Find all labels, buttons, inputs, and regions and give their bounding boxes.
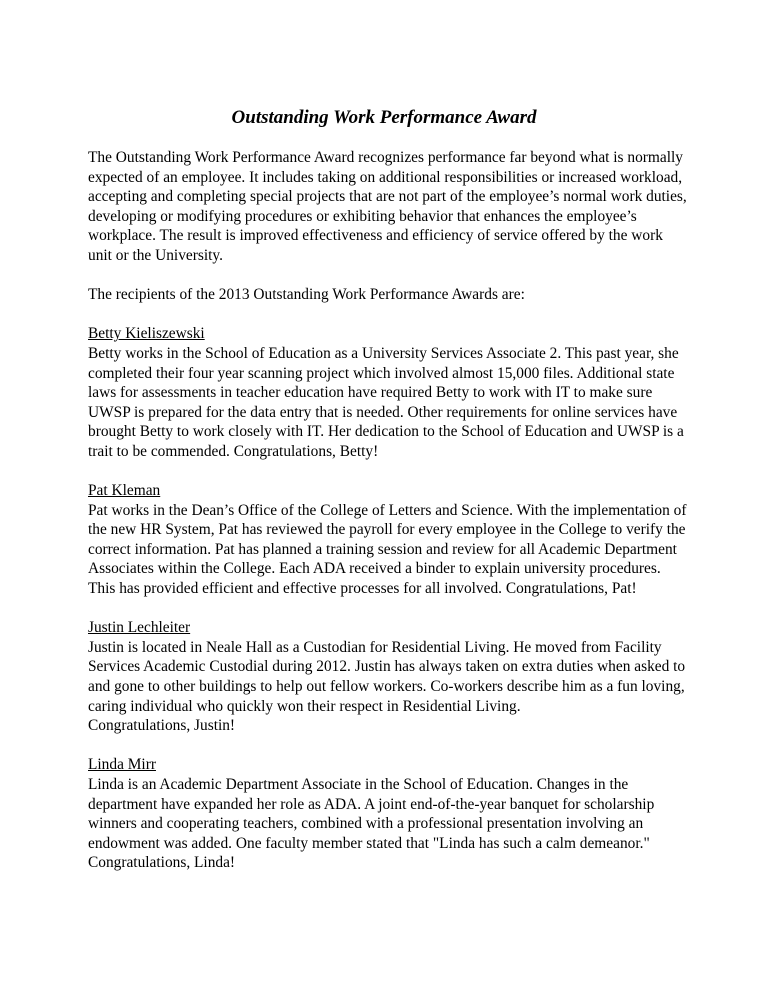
- recipient-description: Justin is located in Neale Hall as a Custodian for Residential Living. He moved from Facility Services Academic Custodial during 2012. Justin has always taken on extra duties when asked to and gone to other buildings to help out fellow workers. Co-workers describe him as a fun loving, caring individual who quickly won their respect in Residential Living.: [88, 638, 686, 715]
- recipient-closing: Congratulations, Justin!: [88, 717, 236, 735]
- recipient-entry: [88, 324, 688, 461]
- recipient-name: Justin Lechleiter: [88, 619, 191, 637]
- recipient-description: Pat works in the Dean’s Office of the College of Letters and Science. With the implementation of the new HR System, Pat has reviewed the payroll for every employee in the College to verify the correct information. Pat has planned a training session and review for all Academic Department Associates within the College. Each ADA received a binder to explain university procedures. This has provided efficient and effective processes for all involved. Congratulations, Pat!: [88, 501, 687, 598]
- recipient-entry: [88, 618, 688, 736]
- intro-paragraph: The Outstanding Work Performance Award recognizes performance far beyond what is normally expected of an employee. It includes taking on additional responsibilities or increased workload, accepting and completing special projects that are not part of the employee’s normal work duties, developing or modifying procedures or exhibiting behavior that enhances the employee’s workplace. The result is improved effectiveness and efficiency of service offered by the work unit or the University.: [88, 149, 687, 264]
- recipient-name: Linda Mirr: [88, 756, 156, 774]
- recipient-description: Betty works in the School of Education as a University Services Associate 2. This past year, she completed their four year scanning project which involved almost 15,000 files. Additional state laws for assessments in teacher education have required Betty to work with IT to make sure UWSP is prepared for the data entry that is needed. Other requirements for online services have brought Betty to work closely with IT. Her dedication to the School of Education and UWSP is a trait to be commended. Congratulations, Betty!: [88, 344, 684, 460]
- recipient-name: Betty Kieliszewski: [88, 325, 205, 343]
- recipient-description: Linda is an Academic Department Associate in the School of Education. Changes in the department have expanded her role as ADA. A joint end-of-the-year banquet for scholarship winners and cooperating teachers, combined with a professional presentation involving an endowment was added. One faculty member stated that "Linda has such a calm demeanor." Congratulations, Linda!: [88, 776, 655, 872]
- recipients-heading: The recipients of the 2013 Outstanding Work Performance Awards are:: [88, 286, 525, 304]
- recipient-name: Pat Kleman: [88, 482, 161, 500]
- recipient-entry: [88, 755, 688, 873]
- recipient-entry: [88, 481, 688, 599]
- page-title: Outstanding Work Performance Award: [231, 107, 537, 128]
- document-body: [88, 148, 688, 893]
